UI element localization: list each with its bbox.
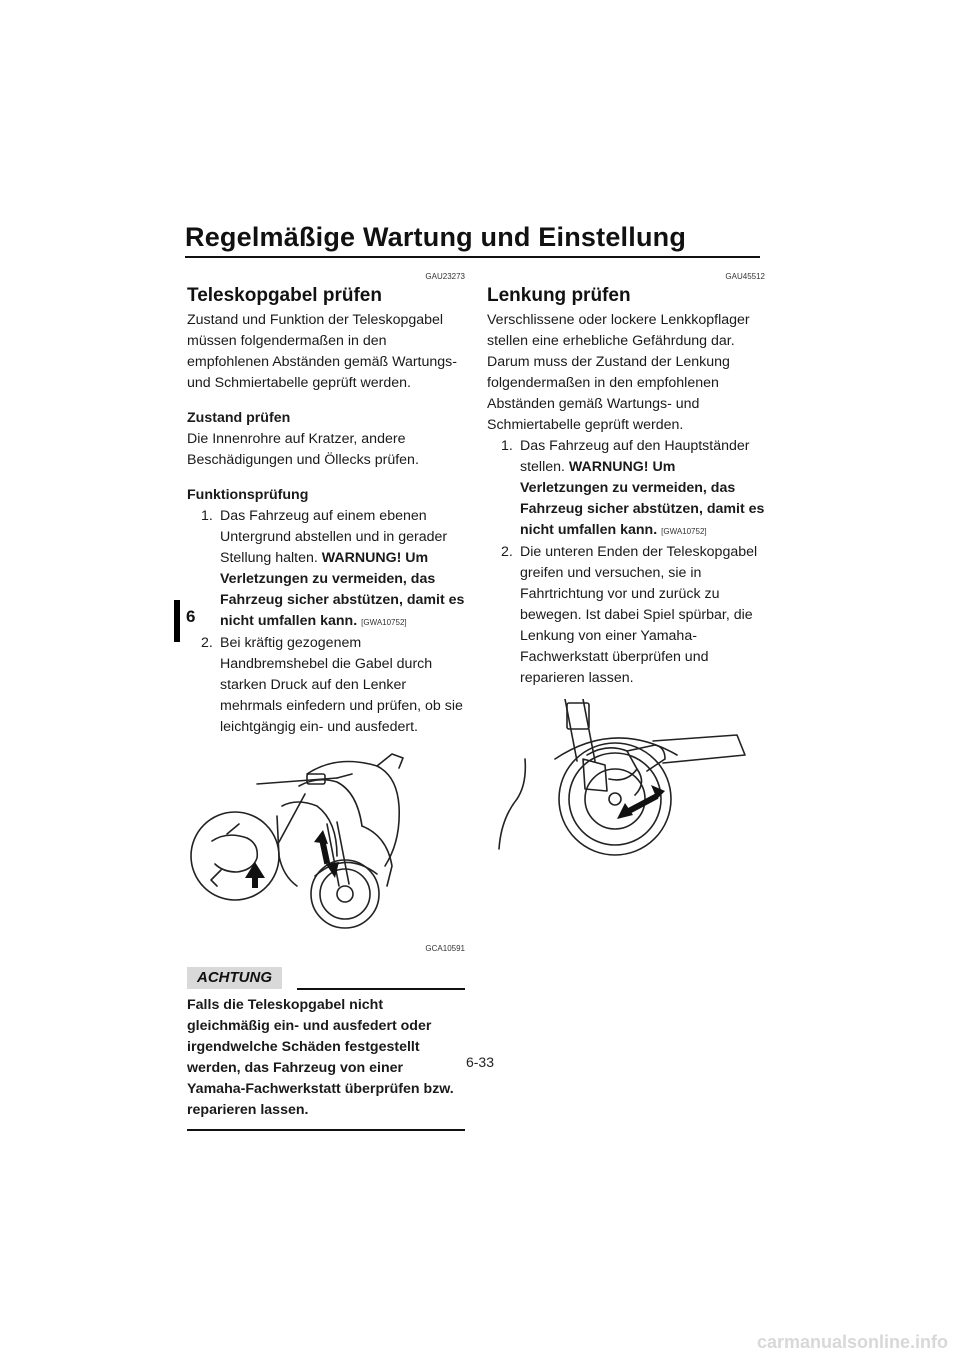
step-text: Bei kräftig gezogenem Handbremshebel die Gabel durch starken Druck auf den Lenker mehrmals einfedern und prüfen, ob sie leichtgängig ein- und ausfedert. <box>220 635 463 735</box>
section-title-fork: Teleskopgabel prüfen <box>187 285 382 306</box>
step-number: 2. <box>201 635 213 651</box>
function-steps <box>187 506 465 738</box>
chapter-number: 6 <box>186 607 196 626</box>
page-number: 6-33 <box>465 1054 495 1070</box>
front-wheel-icon <box>487 699 765 859</box>
watermark: carmanualsonline.info <box>756 1332 948 1352</box>
steering-steps <box>487 436 765 689</box>
condition-text: Die Innenrohre auf Kratzer, andere Beschädigungen und Öllecks prüfen. <box>187 431 419 468</box>
fork-intro: Zustand und Funktion der Teleskopgabel müssen folgendermaßen in den empfohlenen Abständen gemäß Wartungs- und Schmiertabelle geprüft werden. <box>187 312 457 391</box>
step-ref: [GWA10752] <box>661 527 707 536</box>
fork-check-illustration <box>187 746 465 936</box>
steering-check-illustration <box>487 699 765 859</box>
step-text: Das Fahrzeug auf den Hauptständer stellen. <box>520 438 750 475</box>
caution-label: ACHTUNG <box>187 967 282 989</box>
steering-intro: Verschlissene oder lockere Lenkkopflager stellen eine erhebliche Gefährdung dar. Darum muss der Zustand der Lenkung folgendermaßen in den empfohlenen Abständen gemäß Wartungs- und Schmiertabelle geprüft werden. <box>487 312 750 433</box>
caution-text: Falls die Teleskopgabel nicht gleichmäßig ein- und ausfedert oder irgendwelche Schäden festgestellt werden, das Fahrzeug von einer Yamaha-Fachwerkstatt überprüfen bzw. reparieren lassen. <box>187 995 465 1131</box>
figure-code: GCA10591 <box>425 944 465 953</box>
caution-header <box>187 967 465 989</box>
step-warning: WARNUNG! Um Verletzungen zu vermeiden, das Fahrzeug sicher abstützen, damit es nicht umfallen kann. <box>220 550 465 629</box>
list-item <box>487 542 765 689</box>
left-column <box>187 272 465 1131</box>
chapter-tab <box>174 600 180 642</box>
caution-rule <box>297 988 465 990</box>
step-number: 2. <box>501 544 513 560</box>
step-text: Das Fahrzeug auf einem ebenen Untergrund abstellen und in gerader Stellung halten. <box>220 508 448 566</box>
motorcycle-front-icon <box>187 746 465 936</box>
page-header-title: Regelmäßige Wartung und Einstellung <box>185 222 687 252</box>
step-number: 1. <box>201 508 213 524</box>
section-code: GAU45512 <box>725 272 765 281</box>
right-column <box>487 272 765 859</box>
list-item <box>187 506 465 633</box>
header-rule <box>185 256 760 258</box>
step-text: Die unteren Enden der Teleskopgabel greifen und versuchen, sie in Fahrtrichtung vor und zurück zu bewegen. Ist dabei Spiel spürbar, die Lenkung von einer Yamaha-Fachwerkstatt überprüfen und reparieren lassen. <box>520 544 758 686</box>
list-item <box>187 633 465 738</box>
section-code: GAU23273 <box>425 272 465 281</box>
step-ref: [GWA10752] <box>361 618 407 627</box>
section-title-steering: Lenkung prüfen <box>487 285 631 306</box>
function-title: Funktionsprüfung <box>187 487 309 503</box>
step-warning: WARNUNG! Um Verletzungen zu vermeiden, das Fahrzeug sicher abstützen, damit es nicht umfallen kann. <box>520 459 765 538</box>
list-item <box>487 436 765 542</box>
step-number: 1. <box>501 438 513 454</box>
condition-title: Zustand prüfen <box>187 410 291 426</box>
